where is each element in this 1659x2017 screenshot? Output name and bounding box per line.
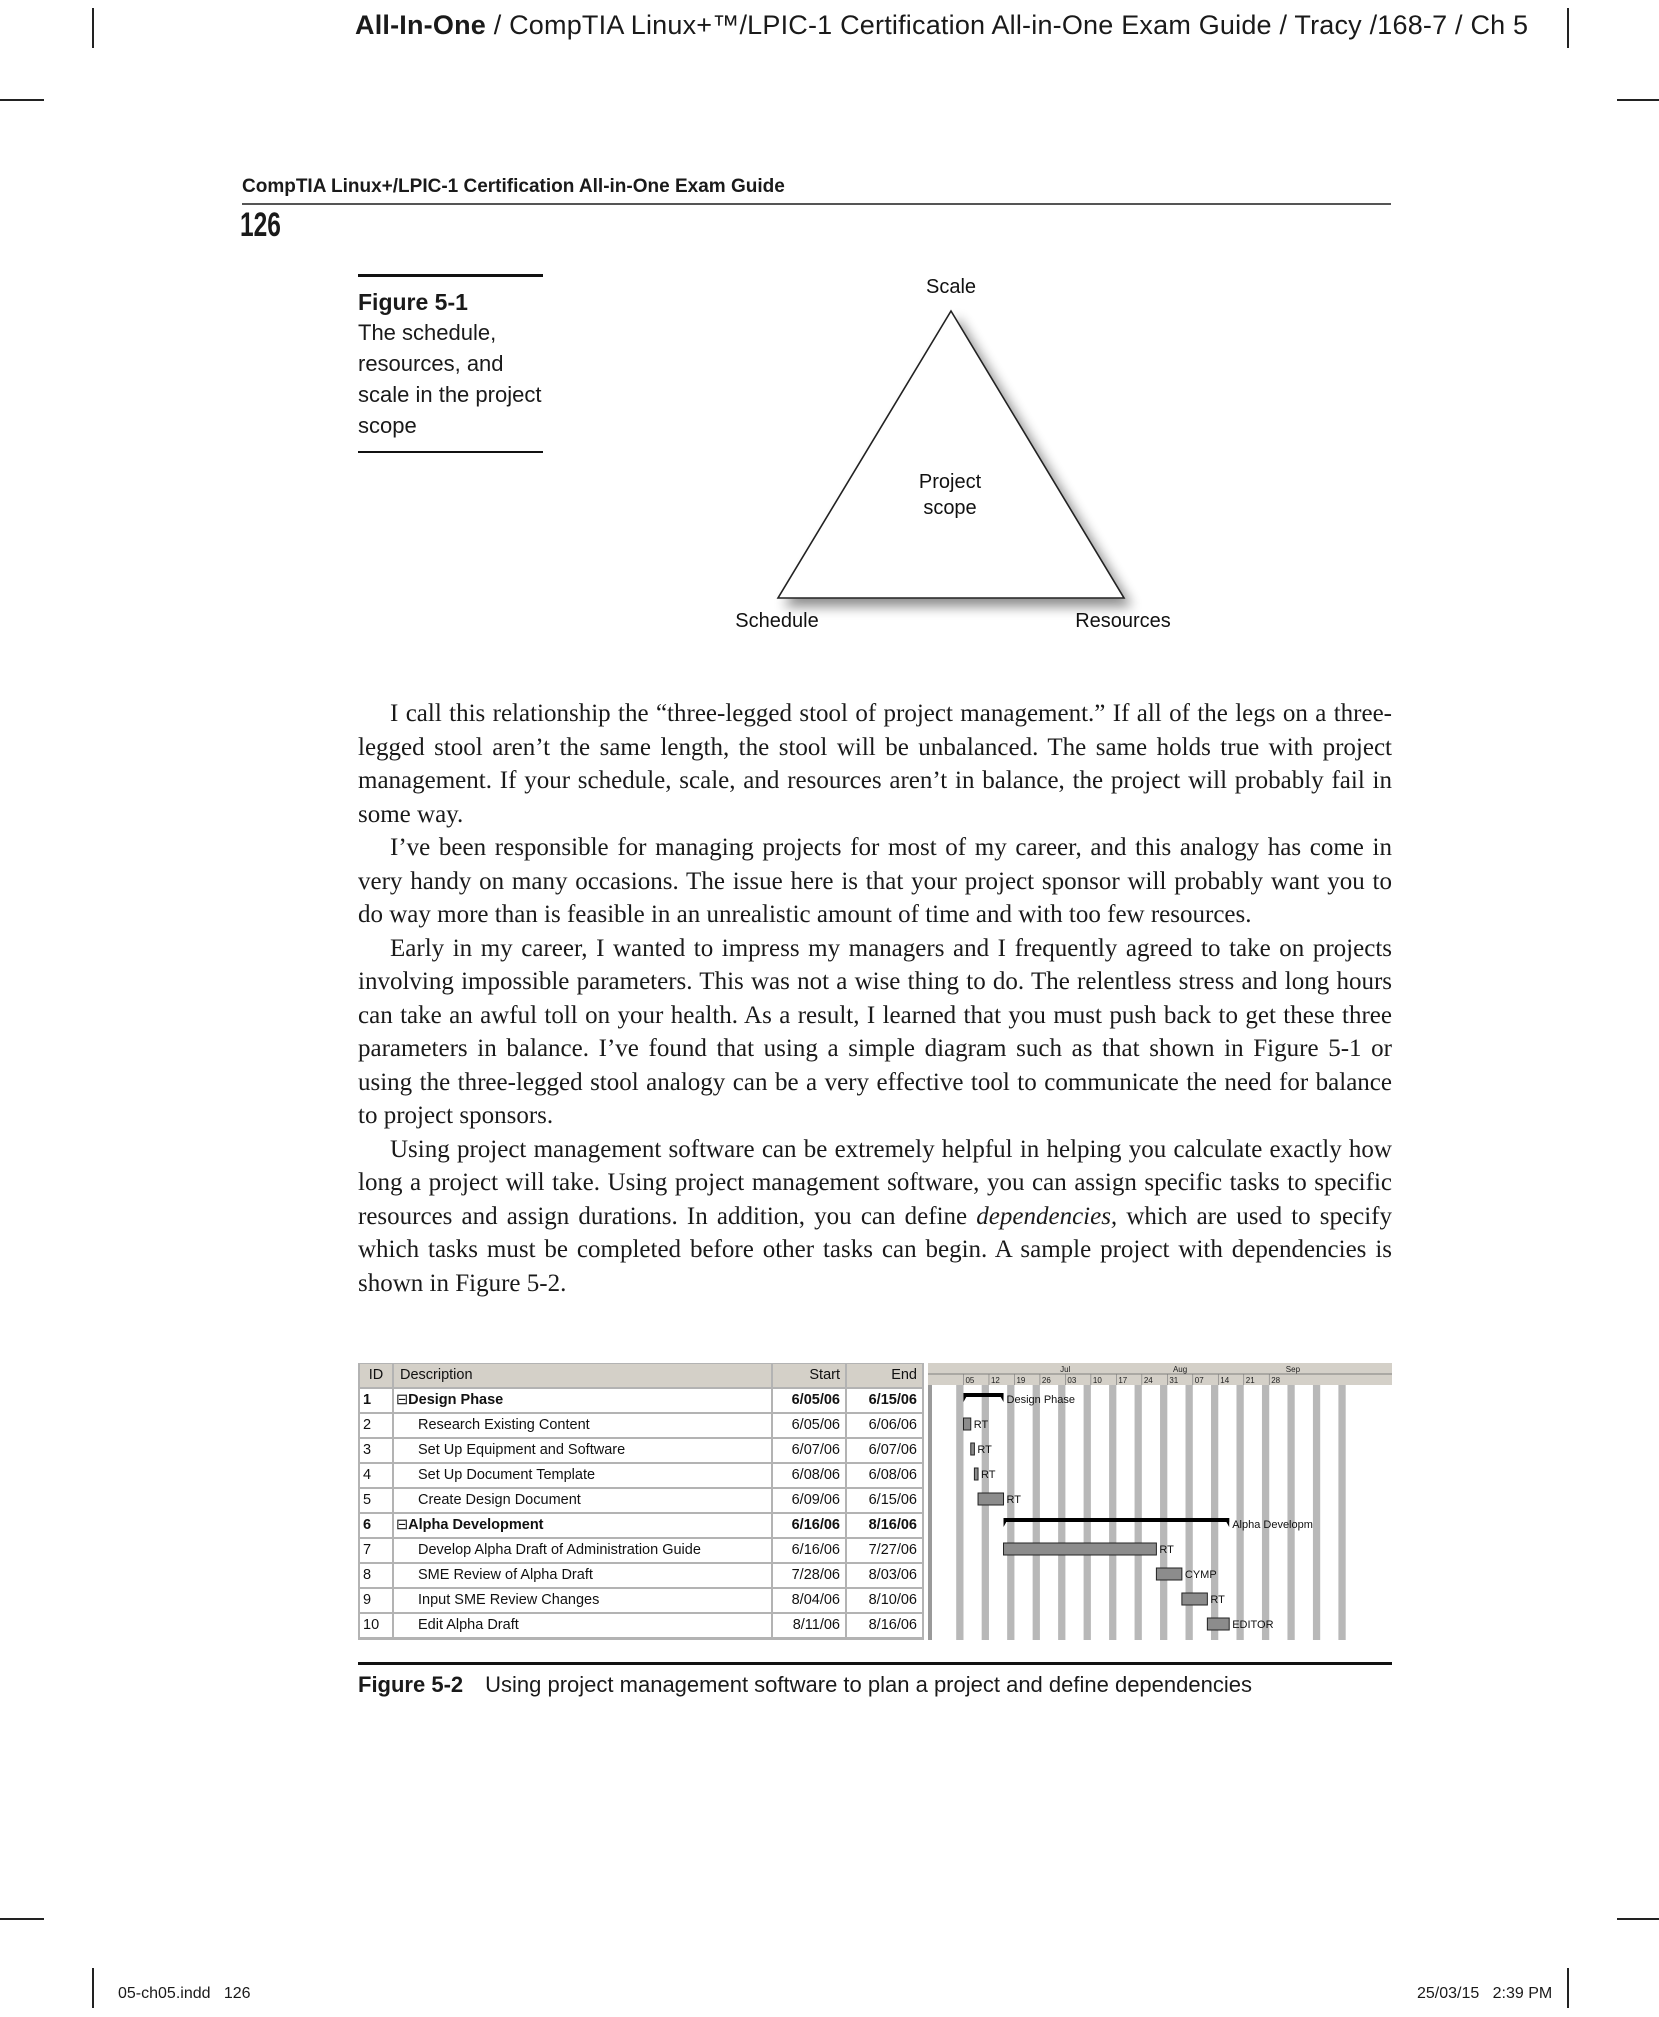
resource-label: RT [1159,1544,1174,1556]
task-name: Alpha Development [408,1517,544,1533]
cell-id: 4 [360,1464,392,1487]
resource-label: RT [1210,1594,1225,1606]
left-vertex-label: Schedule [735,610,819,632]
cell-description: Research Existing Content [394,1414,771,1437]
cell-description [394,1389,771,1412]
scope-triangle [778,311,1124,598]
paragraph: I call this relationship the “three-legged stool of project management.” If all of the legs on a three-legged stool aren’t the same length, the stool will be unbalanced. The same holds true with project management. If your schedule, scale, and resources aren’t in balance, the project will probably fail in some way. [358,700,1392,828]
gantt-chart-svg [928,1363,1392,1640]
cell-start: 8/04/06 [773,1589,845,1612]
cell-end: 6/15/06 [847,1389,922,1412]
weekend-stripe [1236,1385,1243,1640]
week-label: 19 [1016,1376,1026,1385]
collapse-icon[interactable]: ⊟ [396,1392,409,1408]
cell-start: 6/09/06 [773,1489,845,1512]
cell-id: 9 [360,1589,392,1612]
cell-end: 8/03/06 [847,1564,922,1587]
week-label: 14 [1220,1376,1230,1385]
footer-file-info: 05-ch05.indd 126 [118,1985,251,2002]
crop-mark [92,8,94,48]
center-label-line2: scope [923,497,977,519]
figure-2-caption-text: Using project management software to plan a project and define dependencies [485,1672,1252,1697]
figure-1-label: Figure 5-1 [358,289,468,315]
caption-top-rule [358,274,543,277]
column-header-end: End [847,1364,922,1387]
paragraph: Early in my career, I wanted to impress my managers and I frequently agreed to take on projects involving impossible parameters. This was not a wise thing to do. The relentless stress and long hours can take an awful toll on your health. As a result, I learned that you must push back to get these three parameters in balance. I’ve found that using a simple diagram such as that shown in Figure 5-1 or using the three-legged stool analogy can be a very effective tool to communicate the need for balance to project sponsors. [358,934,1392,1129]
resource-label: RT [981,1469,996,1481]
chart-left-edge [928,1385,932,1640]
cell-id: 1 [360,1389,392,1412]
cell-description: Set Up Equipment and Software [394,1439,771,1462]
weekend-stripe [1287,1385,1294,1640]
task-bar [971,1443,975,1455]
week-label: 31 [1169,1376,1179,1385]
weekend-stripe [1058,1385,1065,1640]
week-label: 28 [1271,1376,1281,1385]
cell-end: 6/15/06 [847,1489,922,1512]
collapse-icon[interactable]: ⊟ [396,1517,409,1533]
cell-id: 3 [360,1439,392,1462]
cell-id: 8 [360,1564,392,1587]
right-vertex-label: Resources [1075,610,1171,632]
paragraph-text: which are used to specify which tasks must be completed before other tasks can begin. A sample project with dependencies is shown in Figure 5-2. [358,1202,1393,1297]
cell-start: 6/16/06 [773,1514,845,1537]
crop-mark [92,1968,94,2008]
resource-label: EDITOR [1232,1619,1274,1631]
resource-label: CYMP [1184,1569,1217,1581]
cell-start: 6/16/06 [773,1539,845,1562]
resource-label: RT [977,1444,992,1456]
cell-start: 6/05/06 [773,1414,845,1437]
weekend-stripe [1007,1385,1014,1640]
cell-id: 2 [360,1414,392,1437]
cell-start: 8/11/06 [773,1614,845,1637]
figure-1-caption-text: The schedule, resources, and scale in the project scope [358,320,542,438]
task-bar [1182,1593,1207,1605]
weekend-stripe [1084,1385,1091,1640]
cell-end: 6/06/06 [847,1414,922,1437]
header-rule [242,203,1391,205]
resource-label: Alpha Developm [1232,1519,1313,1531]
week-label: 26 [1041,1376,1051,1385]
weekend-stripe [1109,1385,1116,1640]
crop-mark [1617,99,1659,101]
slug-details: / CompTIA Linux+™/LPIC-1 Certification All-in-One Exam Guide / Tracy /168-7 / Ch 5 [486,10,1529,40]
figure-1-diagram [700,262,1180,647]
center-label-line1: Project [918,471,982,493]
crop-mark [0,1918,44,1920]
crop-mark [0,99,44,101]
week-label: 12 [990,1376,1000,1385]
column-header-start: Start [773,1364,845,1387]
resource-label: RT [973,1419,989,1431]
cell-end: 6/07/06 [847,1439,922,1462]
cell-start: 7/28/06 [773,1564,845,1587]
footer-timestamp: 25/03/15 2:39 PM [1417,1985,1553,2002]
cell-end: 8/16/06 [847,1514,922,1537]
paragraph [358,1133,1392,1301]
weekend-stripe [1135,1385,1142,1640]
cell-description: Create Design Document [394,1489,771,1512]
cell-end: 7/27/06 [847,1539,922,1562]
task-name: Design Phase [408,1392,504,1408]
summary-bar [1004,1518,1230,1522]
running-head: CompTIA Linux+/LPIC-1 Certification All-in-One Exam Guide [242,176,785,197]
weekend-stripe [1313,1385,1320,1640]
cell-description: Develop Alpha Draft of Administration Guide [394,1539,771,1562]
cell-description: Set Up Document Template [394,1464,771,1487]
cell-id: 6 [360,1514,392,1537]
weekend-stripe [1033,1385,1040,1640]
weekend-stripe [1262,1385,1269,1640]
task-bar [978,1493,1003,1505]
task-bar [1207,1618,1229,1630]
month-label: Aug [1172,1365,1188,1374]
cell-start: 6/05/06 [773,1389,845,1412]
figure-2-rule [358,1662,1392,1665]
cell-id: 5 [360,1489,392,1512]
week-label: 07 [1194,1376,1204,1385]
paragraph-text: Using project management software can be extremely helpful in helping you calculate exactly how long a project will take. Using project management software, you can assign specific tasks to specific resources and assign durations. In addition, you can define [358,1135,1392,1230]
figure-1-caption [358,274,543,453]
cell-end: 8/10/06 [847,1589,922,1612]
resource-label: Design Phase [1006,1394,1076,1406]
body-text [358,697,1392,1300]
week-label: 03 [1067,1376,1077,1385]
cell-end: 6/08/06 [847,1464,922,1487]
caption-bottom-rule [358,451,543,453]
figure-2-gantt [358,1363,1392,1640]
italic-term: dependencies, [976,1202,1118,1230]
week-label: 10 [1092,1376,1102,1385]
slug-series: All-In-One [355,10,486,40]
resource-label: RT [1006,1494,1021,1506]
weekend-stripe [956,1385,963,1640]
summary-bar [963,1393,1003,1397]
figure-2-caption [358,1672,1252,1698]
week-label: 17 [1118,1376,1128,1385]
task-bar [963,1418,970,1430]
weekend-stripe [1338,1385,1345,1640]
cell-description: Input SME Review Changes [394,1589,771,1612]
month-label: Jul [1060,1365,1071,1374]
cell-description: Edit Alpha Draft [394,1614,771,1637]
week-label: 24 [1143,1376,1153,1385]
task-bar [974,1468,978,1480]
weekend-stripe [1160,1385,1167,1640]
crop-mark [1617,1918,1659,1920]
crop-mark [1567,8,1569,48]
cell-start: 6/07/06 [773,1439,845,1462]
triangle-diagram [700,262,1180,642]
gantt-chart [928,1363,1392,1640]
task-table [358,1363,924,1640]
page-number: 126 [240,206,281,244]
week-label: 21 [1245,1376,1255,1385]
crop-mark [1567,1968,1569,2008]
week-label: 05 [965,1376,975,1385]
cell-id: 7 [360,1539,392,1562]
slug-header [355,10,1555,41]
month-label: Sep [1285,1365,1301,1374]
cell-id: 10 [360,1614,392,1637]
figure-2-label: Figure 5-2 [358,1672,464,1697]
paragraph: I’ve been responsible for managing projects for most of my career, and this analogy has come in very handy on many occasions. The issue here is that your project sponsor will probably want you to do way more than is feasible in an unrealistic amount of time and with too few resources. [358,834,1392,928]
cell-end: 8/16/06 [847,1614,922,1637]
column-header-id: ID [360,1364,392,1387]
column-header-description: Description [394,1364,771,1387]
cell-description [394,1514,771,1537]
task-bar [1156,1568,1181,1580]
cell-start: 6/08/06 [773,1464,845,1487]
task-bar [1004,1543,1157,1555]
cell-description: SME Review of Alpha Draft [394,1564,771,1587]
apex-label: Scale [925,276,977,298]
